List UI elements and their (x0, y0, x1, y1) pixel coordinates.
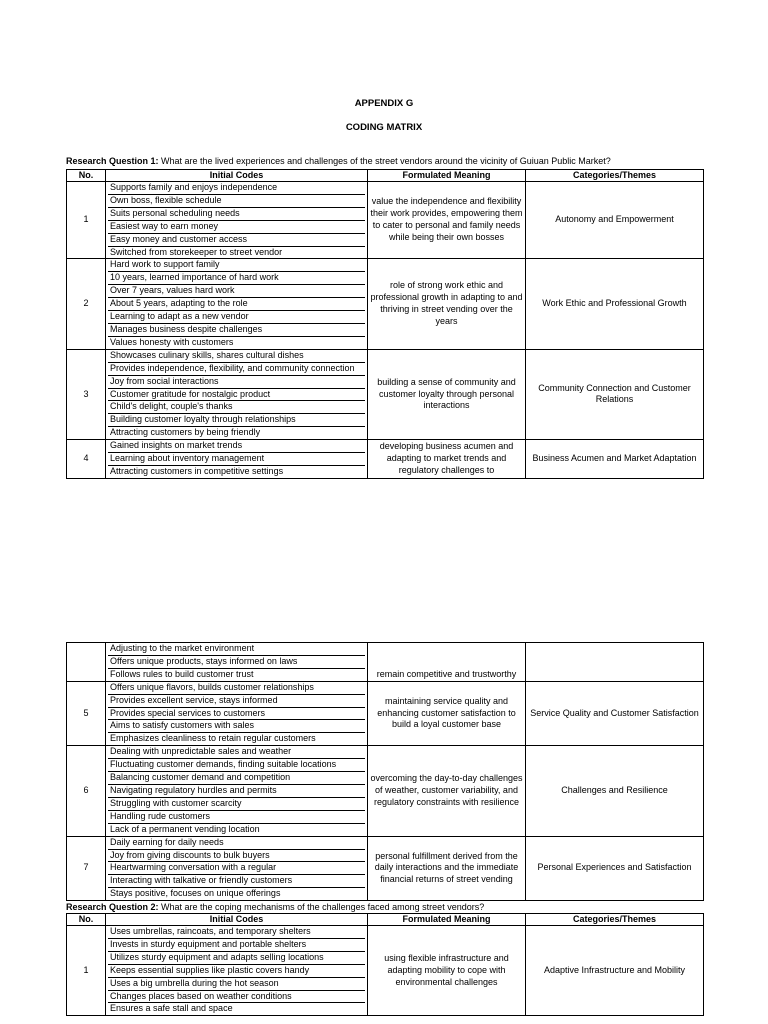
research-question-1 (66, 156, 611, 166)
header-initial-codes: Initial Codes (106, 170, 368, 182)
code-item: Joy from giving discounts to bulk buyers (108, 850, 365, 863)
page-title: CODING MATRIX (345, 122, 423, 133)
header-no: No. (67, 914, 106, 926)
code-item: Keeps essential supplies like plastic covers handy (108, 965, 365, 978)
formulated-meaning-cell: remain competitive and trustworthy (368, 643, 526, 682)
initial-codes-cell (106, 746, 368, 836)
initial-codes-cell (106, 349, 368, 439)
theme-cell: Business Acumen and Market Adaptation (526, 440, 704, 479)
code-item: Navigating regulatory hurdles and permits (108, 785, 365, 798)
rq2-text: What are the coping mechanisms of the challenges faced among street vendors? (158, 902, 485, 912)
code-item: 10 years, learned importance of hard work (108, 272, 365, 285)
table-row (67, 440, 704, 479)
table-row (67, 926, 704, 1016)
row-number: 1 (67, 926, 106, 1016)
code-item: Heartwarming conversation with a regular (108, 862, 365, 875)
coding-table-rq2 (66, 913, 704, 1016)
table-row (67, 182, 704, 259)
code-item: Building customer loyalty through relationships (108, 414, 365, 427)
code-item: Uses umbrellas, raincoats, and temporary shelters (108, 926, 365, 939)
row-number: 5 (67, 681, 106, 746)
theme-cell: Community Connection and Customer Relations (526, 349, 704, 439)
formulated-meaning-cell: overcoming the day-to-day challenges of weather, customer variability, and regulatory constraints with resilience (368, 746, 526, 836)
theme-cell: Work Ethic and Professional Growth (526, 259, 704, 349)
code-item: Values honesty with customers (110, 336, 234, 347)
initial-codes-cell (106, 681, 368, 746)
code-item: Changes places based on weather conditions (108, 991, 365, 1004)
code-item: Customer gratitude for nostalgic product (108, 389, 365, 402)
coding-table-rq1-continued (66, 642, 704, 901)
code-item: Lack of a permanent vending location (110, 823, 260, 834)
code-item: Provides independence, flexibility, and community connection (108, 363, 365, 376)
code-item: Adjusting to the market environment (108, 643, 365, 656)
formulated-meaning-cell: value the independence and flexibility their work provides, empowering them to cater to personal and family needs while being their own bosses (368, 182, 526, 259)
table-header-row (67, 914, 704, 926)
code-item: Provides excellent service, stays informed (108, 695, 365, 708)
header-categories-themes: Categories/Themes (526, 170, 704, 182)
row-number: 3 (67, 349, 106, 439)
code-item: Fluctuating customer demands, finding suitable locations (108, 759, 365, 772)
code-item: Attracting customers by being friendly (110, 427, 261, 438)
formulated-meaning-cell: using flexible infrastructure and adapting mobility to cope with environmental challenges (368, 926, 526, 1016)
code-item: Offers unique products, stays informed on laws (108, 656, 365, 669)
initial-codes-cell (106, 182, 368, 259)
code-item: Follows rules to build customer trust (110, 668, 254, 679)
code-item: Over 7 years, values hard work (108, 285, 365, 298)
code-item: Supports family and enjoys independence (108, 182, 365, 195)
code-item: Ensures a safe stall and space (110, 1003, 233, 1014)
code-item: Interacting with talkative or friendly customers (108, 875, 365, 888)
table-row (67, 643, 704, 682)
header-categories-themes: Categories/Themes (526, 914, 704, 926)
code-item: Dealing with unpredictable sales and weather (108, 746, 365, 759)
formulated-meaning-cell: personal fulfillment derived from the daily interactions and the immediate financial returns of street vending (368, 836, 526, 901)
code-item: Showcases culinary skills, shares cultural dishes (108, 350, 365, 363)
coding-table-rq1 (66, 169, 704, 479)
code-item: Joy from social interactions (108, 376, 365, 389)
theme-cell (526, 643, 704, 682)
formulated-meaning-cell: building a sense of community and customer loyalty through personal interactions (368, 349, 526, 439)
initial-codes-cell (106, 259, 368, 349)
header-formulated-meaning: Formulated Meaning (368, 914, 526, 926)
code-item: Gained insights on market trends (108, 440, 365, 453)
header-formulated-meaning: Formulated Meaning (368, 170, 526, 182)
table-row (67, 746, 704, 836)
code-item: Aims to satisfy customers with sales (108, 720, 365, 733)
code-item: Hard work to support family (108, 259, 365, 272)
table-header-row (67, 170, 704, 182)
theme-cell: Challenges and Resilience (526, 746, 704, 836)
code-item: Handling rude customers (108, 811, 365, 824)
table-row (67, 681, 704, 746)
row-number: 6 (67, 746, 106, 836)
code-item: Balancing customer demand and competition (108, 772, 365, 785)
row-number: 7 (67, 836, 106, 901)
code-item: Easy money and customer access (108, 234, 365, 247)
theme-cell: Autonomy and Empowerment (526, 182, 704, 259)
table-row (67, 349, 704, 439)
code-item: Learning to adapt as a new vendor (108, 311, 365, 324)
initial-codes-cell (106, 440, 368, 479)
row-number (67, 643, 106, 682)
code-item: Manages business despite challenges (108, 324, 365, 337)
theme-cell: Personal Experiences and Satisfaction (526, 836, 704, 901)
row-number: 2 (67, 259, 106, 349)
code-item: Daily earning for daily needs (108, 837, 365, 850)
table-row (67, 259, 704, 349)
code-item: About 5 years, adapting to the role (108, 298, 365, 311)
code-item: Own boss, flexible schedule (108, 195, 365, 208)
header-initial-codes: Initial Codes (106, 914, 368, 926)
code-item: Stays positive, focuses on unique offerings (110, 888, 281, 899)
code-item: Suits personal scheduling needs (108, 208, 365, 221)
theme-cell: Adaptive Infrastructure and Mobility (526, 926, 704, 1016)
code-item: Utilizes sturdy equipment and adapts selling locations (108, 952, 365, 965)
table-row (67, 836, 704, 901)
row-number: 4 (67, 440, 106, 479)
code-item: Easiest way to earn money (108, 221, 365, 234)
code-item: Struggling with customer scarcity (108, 798, 365, 811)
formulated-meaning-cell: maintaining service quality and enhancing customer satisfaction to build a loyal customer base (368, 681, 526, 746)
initial-codes-cell (106, 643, 368, 682)
code-item: Child's delight, couple's thanks (108, 401, 365, 414)
rq1-label: Research Question 1: (66, 156, 159, 166)
code-item: Uses a big umbrella during the hot season (108, 978, 365, 991)
code-item: Provides special services to customers (108, 708, 365, 721)
rq1-text: What are the lived experiences and challenges of the street vendors around the vicinity of Guiuan Public Market? (158, 156, 611, 166)
formulated-meaning-cell: role of strong work ethic and professional growth in adapting to and thriving in street vending over the years (368, 259, 526, 349)
header-no: No. (67, 170, 106, 182)
research-question-2 (66, 902, 484, 912)
rq2-label: Research Question 2: (66, 902, 159, 912)
code-item: Attracting customers in competitive settings (110, 465, 284, 476)
row-number: 1 (67, 182, 106, 259)
code-item: Learning about inventory management (108, 453, 365, 466)
initial-codes-cell (106, 926, 368, 1016)
code-item: Offers unique flavors, builds customer relationships (108, 682, 365, 695)
formulated-meaning-cell: developing business acumen and adapting to market trends and regulatory challenges to (368, 440, 526, 479)
code-item: Invests in sturdy equipment and portable shelters (108, 939, 365, 952)
theme-cell: Service Quality and Customer Satisfaction (526, 681, 704, 746)
appendix-label: APPENDIX G (354, 98, 414, 109)
code-item: Switched from storekeeper to street vendor (110, 246, 283, 257)
code-item: Emphasizes cleanliness to retain regular customers (110, 733, 316, 744)
initial-codes-cell (106, 836, 368, 901)
